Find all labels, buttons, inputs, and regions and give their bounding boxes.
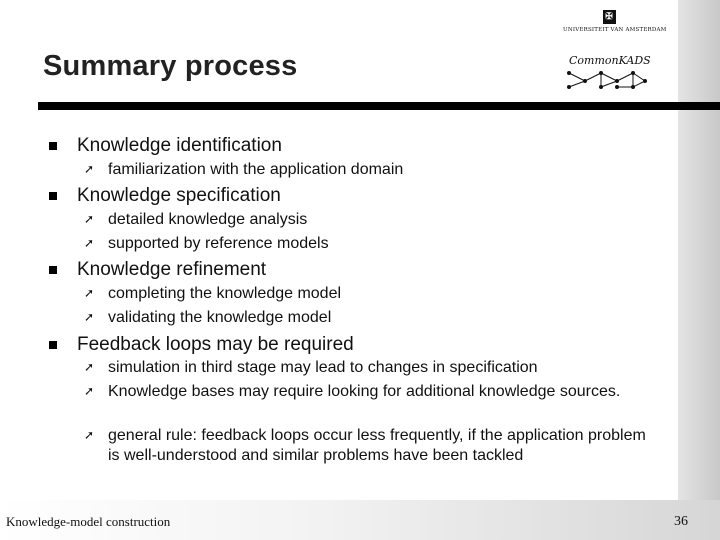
page-number: 36 <box>674 514 688 529</box>
arrow-bullet-icon: ➚ <box>84 236 95 250</box>
square-bullet-icon <box>49 266 57 274</box>
footer-title: Knowledge-model construction <box>6 514 171 529</box>
sub-bullet-label: familiarization with the application domain <box>108 161 404 178</box>
university-crest-icon: ✠ <box>603 10 616 24</box>
bullet-item-label: Knowledge specification <box>77 185 281 206</box>
sub-bullet-label: completing the knowledge model <box>108 285 342 302</box>
arrow-bullet-icon: ➚ <box>84 310 95 324</box>
page-title: Summary process <box>43 50 298 82</box>
university-logo-caption: UNIVERSITEIT VAN AMSTERDAM <box>563 27 667 33</box>
bullet-item-label: Knowledge refinement <box>77 259 267 280</box>
bullet-item-label: Knowledge identification <box>77 135 282 156</box>
square-bullet-icon <box>49 341 57 349</box>
sub-bullet-label: detailed knowledge analysis <box>108 211 308 228</box>
arrow-bullet-icon: ➚ <box>84 162 95 176</box>
square-bullet-icon <box>49 142 57 150</box>
sub-bullet-label: validating the knowledge model <box>108 309 332 326</box>
sub-bullet-label: simulation in third stage may lead to changes in specification <box>108 359 538 376</box>
arrow-bullet-icon: ➚ <box>84 428 95 442</box>
arrow-bullet-icon: ➚ <box>84 286 95 300</box>
arrow-bullet-icon: ➚ <box>84 212 95 226</box>
square-bullet-icon <box>49 192 57 200</box>
commonkads-logo-text: CommonKADS <box>569 54 651 67</box>
arrow-bullet-icon: ➚ <box>84 384 95 398</box>
sub-bullet-label: Knowledge bases may require looking for additional knowledge sources. <box>108 383 621 400</box>
sub-bullet-label: supported by reference models <box>108 235 329 252</box>
bullet-item-label: Feedback loops may be required <box>77 334 354 355</box>
arrow-bullet-icon: ➚ <box>84 360 95 374</box>
sub-bullet-label: general rule: feedback loops occur less frequently, if the application problem is well-understood and similar problems have been tackled <box>108 427 646 464</box>
